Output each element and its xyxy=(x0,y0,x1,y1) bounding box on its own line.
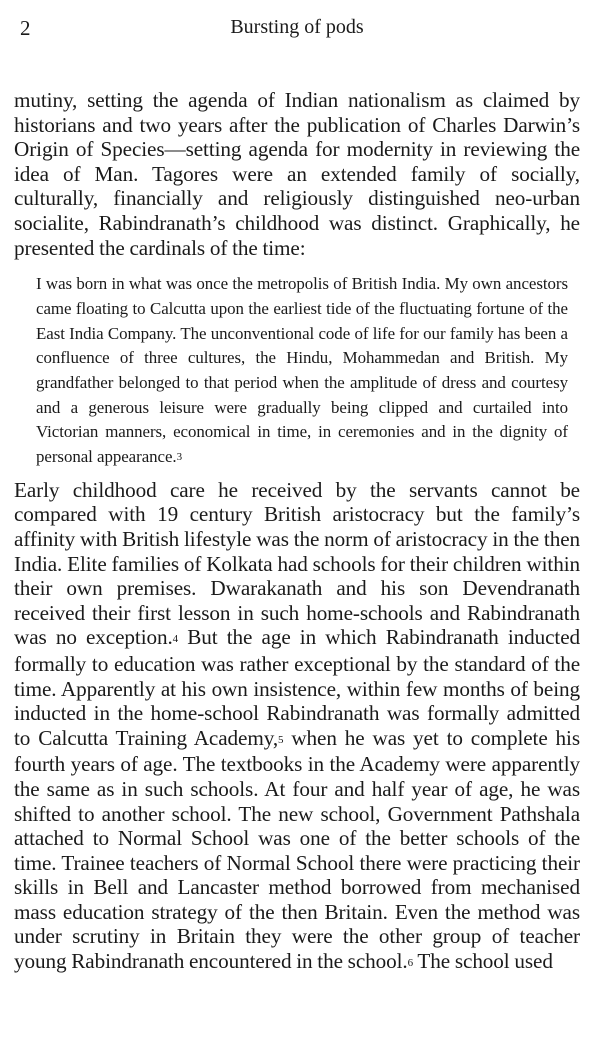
paragraph-2-text-b: But the age in which Rabindranath inducted formally to education was rather exceptional by the standard of the time. Apparently at his own insistence, within few months of being inducted in the home-school Rabindranath was formally admitted to Calcutta Training Academy, xyxy=(14,625,581,750)
footnote-ref-6: 6 xyxy=(407,957,414,970)
footnote-ref-3: 3 xyxy=(176,451,183,464)
page-header xyxy=(14,0,580,44)
body-paragraph-2 xyxy=(14,478,580,976)
block-quote xyxy=(36,272,568,470)
footnote-ref-4: 4 xyxy=(172,633,179,646)
paragraph-2-text-a: Early childhood care he received by the servants cannot be compared with 19 century British aristocracy but the family’s affinity with British lifestyle was the norm of aristocracy in the then India. Elite families of Kolkata had schools for their children within their own premises. Dwarakanath and his son Devendranath received their first lesson in such home-schools and Rabindranath was no exception. xyxy=(14,477,580,650)
footnote-ref-5: 5 xyxy=(278,733,284,746)
body-paragraph-1: mutiny, setting the agenda of Indian nationalism as claimed by historians and two years after the publication of Charles Darwin’s Origin of Species—setting agenda for modernity in reviewing the idea of Man. Tagores were an extended family of socially, culturally, financially and religiously distinguished neo-urban socialite, Rabindranath’s childhood was distinct. Graphically, he presented the cardinals of the time: xyxy=(14,88,580,260)
paragraph-2-text-c: when he was yet to complete his fourth years of age. The textbooks in the Academy were apparently the same as in such schools. At four and half year of age, he was shifted to another school. The new school, Government Pathshala attached to Normal School was one of the better schools of the time. Trainee teachers of Normal School there were practicing their skills in Bell and Lancaster method borrowed from mechanised mass education strategy of the then Britain. Even the method was under scrutiny in Britain they were the other group of teacher young Rabindranath encountered in the school. xyxy=(14,725,580,974)
running-head: Bursting of pods xyxy=(230,16,364,38)
block-quote-text: I was born in what was once the metropolis of British India. My own ancestors came floating to Calcutta upon the earliest tide of the fluctuating fortune of the East India Company. The unconventional code of life for our family has been a confluence of three cultures, the Hindu, Mohammedan and British. My grandfather belonged to that period when the amplitude of dress and courtesy and a generous leisure were gradually being clipped and curtailed into Victorian manners, economical in time, in ceremonies and in the dignity of personal appearance. xyxy=(36,274,568,467)
page-number: 2 xyxy=(20,16,31,40)
paragraph-2-text-d: The school used xyxy=(413,949,553,974)
